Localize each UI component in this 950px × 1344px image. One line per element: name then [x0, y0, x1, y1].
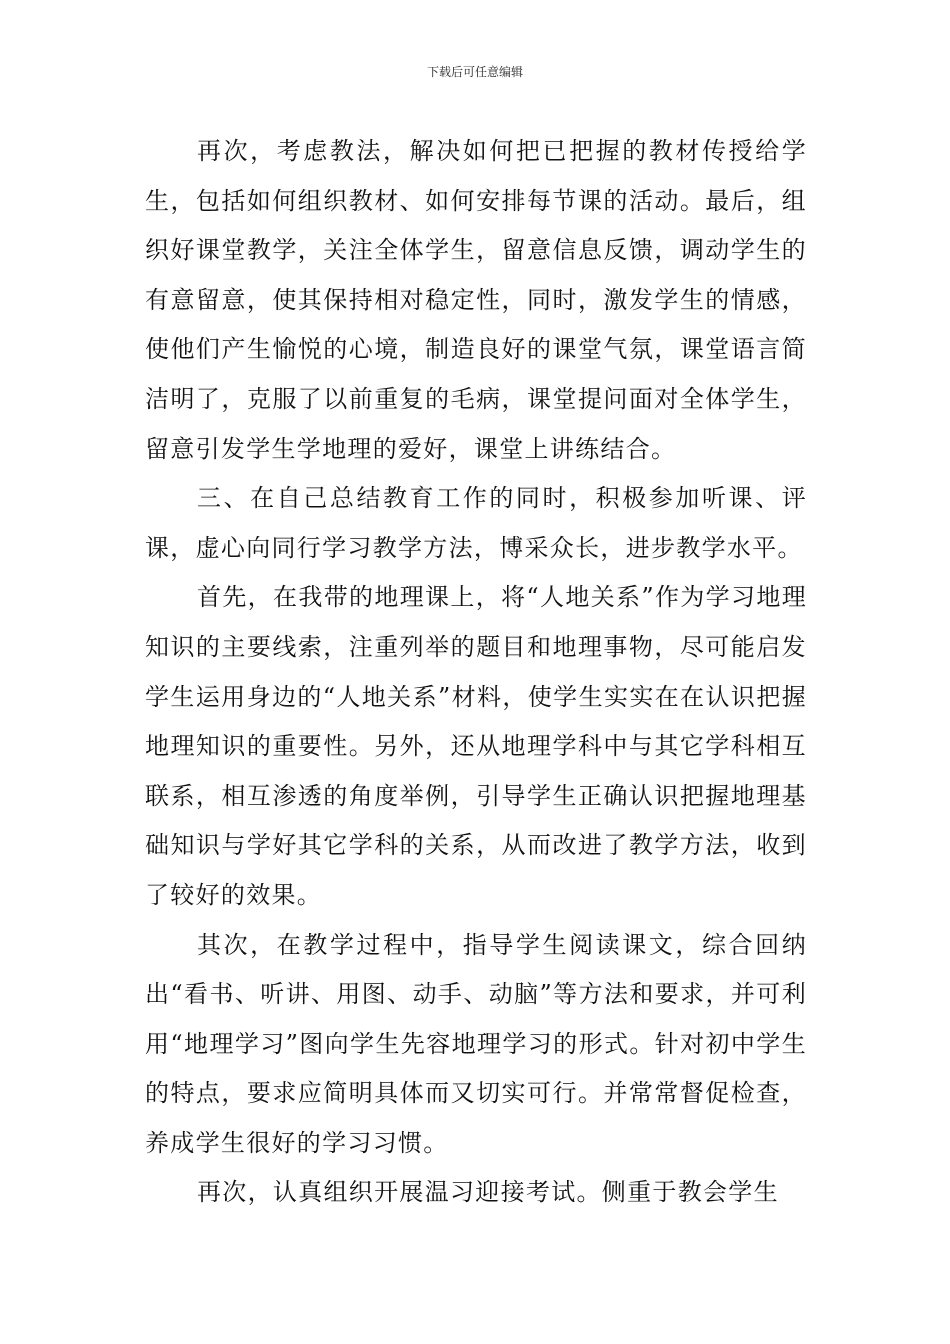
document-body: [145, 127, 807, 1218]
paragraph-teaching-method: 再次，考虑教法，解决如何把已把握的教材传授给学生，包括如何组织教材、如何安排每节课的活动。最后，组织好课堂教学，关注全体学生，留意信息反馈，调动学生的有意留意，使其保持相对稳定性，同时，激发学生的情感，使他们产生愉悦的心境，制造良好的课堂气氛，课堂语言简洁明了，克服了以前重复的毛病，课堂提问面对全体学生，留意引发学生学地理的爱好，课堂上讲练结合。: [145, 137, 807, 463]
paragraph-second: 其次，在教学过程中，指导学生阅读课文，综合回纳出“看书、听讲、用图、动手、动脑”等方法和要求，并可利用“地理学习”图向学生先容地理学习的形式。针对初中学生的特点，要求应简明具体而又切实可行。并常常督促检查，养成学生很好的学习习惯。: [145, 930, 807, 1157]
paragraph-again: 再次，认真组织开展温习迎接考试。侧重于教会学生: [197, 1178, 779, 1207]
paragraph-first: 首先，在我带的地理课上，将“人地关系”作为学习地理知识的主要线索，注重列举的题目和地理事物，尽可能启发学生运用身边的“人地关系”材料，使学生实实在在认识把握地理知识的重要性。另外，还从地理学科中与其它学科相互联系，相互渗透的角度举例，引导学生正确认识把握地理基础知识与学好其它学科的关系，从而改进了教学方法，收到了较好的效果。: [145, 583, 807, 909]
page-header: 下载后可任意编辑: [426, 65, 523, 79]
paragraph-section-three: 三、在自己总结教育工作的同时，积极参加听课、评课，虚心向同行学习教学方法，博采众长，进步教学水平。: [145, 484, 807, 562]
